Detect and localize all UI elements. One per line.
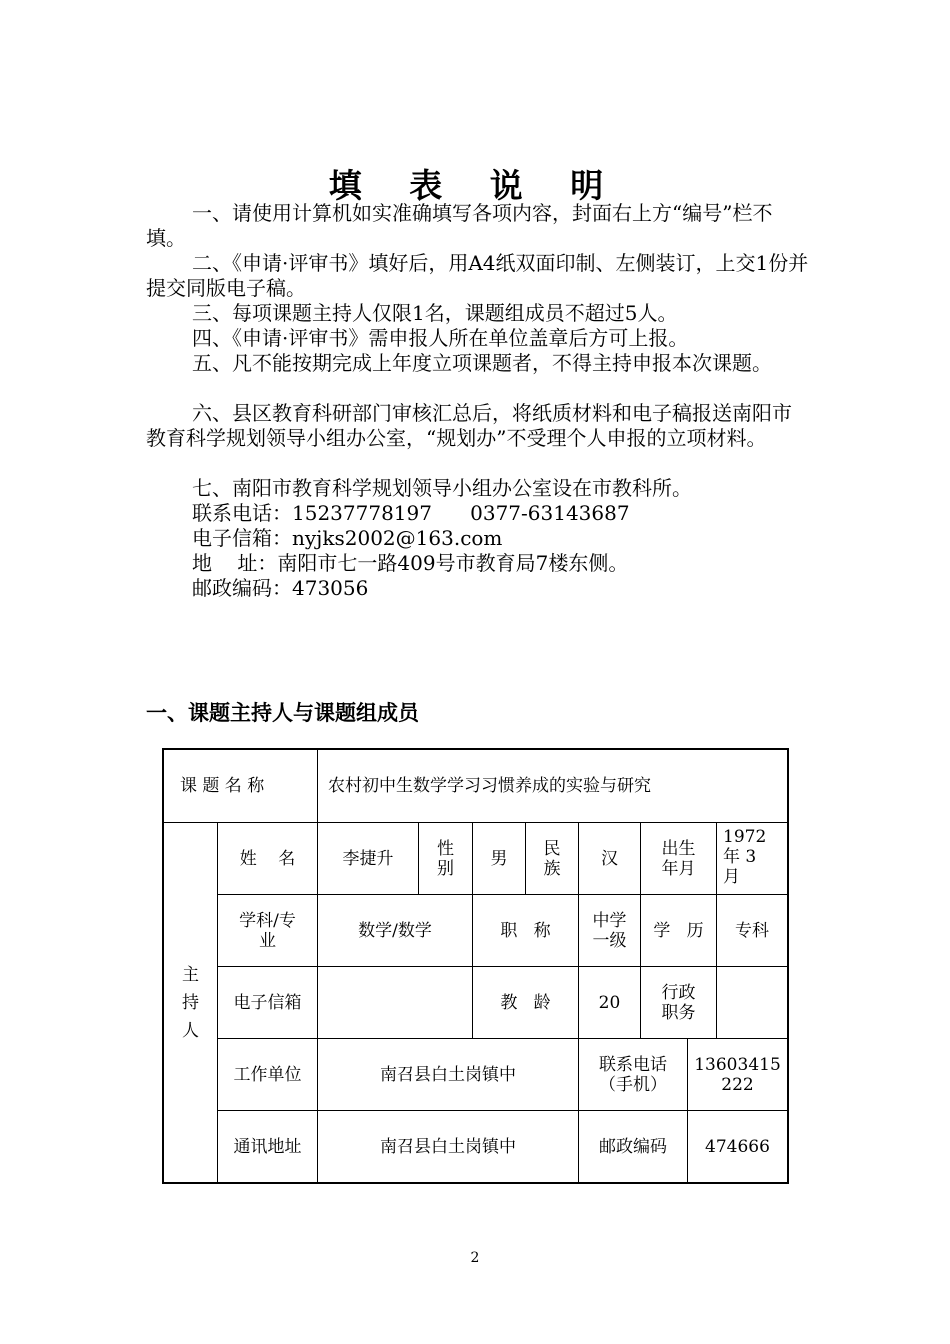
- birth-label: 出生 年月: [661, 838, 696, 879]
- title-label: 职 称: [500, 920, 551, 941]
- name-value: 李捷升: [342, 848, 394, 869]
- ethnicity-value: 汉: [601, 848, 618, 869]
- education-value: 专科: [735, 920, 769, 941]
- subject-label: 学科/专 业: [239, 910, 296, 951]
- instruction-3: 三、每项课题主持人仅限1名，课题组成员不超过5人。: [192, 301, 678, 325]
- section-title: 一、课题主持人与课题组成员: [146, 701, 419, 725]
- education-label: 学 历: [653, 920, 704, 941]
- address-value: 南召县白土岗镇中: [380, 1136, 516, 1157]
- contact-phone: 联系电话：15237778197 0377-63143687: [192, 501, 630, 525]
- topic-value: 农村初中生数学学习习惯养成的实验与研究: [328, 776, 651, 796]
- instruction-2: 二、《申请·评审书》填好后，用A4纸双面印制、左侧装订，上交1份并提交同版电子稿。: [146, 251, 809, 300]
- postcode-label: 邮政编码: [599, 1136, 667, 1157]
- instruction-6: 六、县区教育科研部门审核汇总后，将纸质材料和电子稿报送南阳市教育科学规划领导小组办公室，“规划办”不受理个人申报的立项材料。: [146, 401, 792, 450]
- contact-email: 电子信箱：nyjks2002@163.com: [192, 526, 503, 550]
- postcode-value: 474666: [705, 1136, 770, 1157]
- contact-postcode: 邮政编码：473056: [192, 576, 369, 600]
- name-label: 姓 名: [239, 848, 296, 869]
- page-title: 填 表 说 明: [328, 166, 622, 205]
- mobile-value: 13603415 222: [694, 1054, 781, 1095]
- admin-value[interactable]: [717, 967, 787, 1038]
- teaching-years-label: 教 龄: [500, 992, 551, 1013]
- birth-value: 1972 年 3 月: [723, 827, 767, 887]
- gender-value: 男: [490, 848, 508, 869]
- title-value: 中学 一级: [592, 910, 627, 951]
- instruction-7: 七、南阳市教育科学规划领导小组办公室设在市教科所。: [192, 476, 692, 500]
- instruction-5: 五、凡不能按期完成上年度立项课题者，不得主持申报本次课题。: [192, 351, 772, 375]
- contact-address: 地 址：南阳市七一路409号市教育局7楼东侧。: [192, 551, 629, 575]
- work-unit-label: 工作单位: [233, 1064, 302, 1085]
- page-number: 2: [470, 1250, 480, 1266]
- email-label: 电子信箱: [233, 992, 302, 1013]
- teaching-years-value: 20: [598, 992, 621, 1013]
- admin-label: 行政 职务: [661, 982, 696, 1023]
- instruction-4: 四、《申请·评审书》需申报人所在单位盖章后方可上报。: [192, 326, 689, 350]
- subject-value: 数学/数学: [358, 920, 432, 941]
- mobile-label: 联系电话 （手机）: [599, 1054, 667, 1095]
- instruction-1: 一、请使用计算机如实准确填写各项内容，封面右上方“编号”栏不填。: [146, 201, 773, 250]
- ethnicity-label: 民 族: [543, 838, 561, 879]
- work-unit-value: 南召县白土岗镇中: [380, 1064, 516, 1085]
- email-value[interactable]: [318, 967, 472, 1038]
- address-label: 通讯地址: [233, 1136, 302, 1157]
- gender-label: 性 别: [437, 838, 454, 879]
- topic-label: 课 题 名 称: [180, 776, 265, 796]
- host-label: 主 持 人: [182, 964, 199, 1041]
